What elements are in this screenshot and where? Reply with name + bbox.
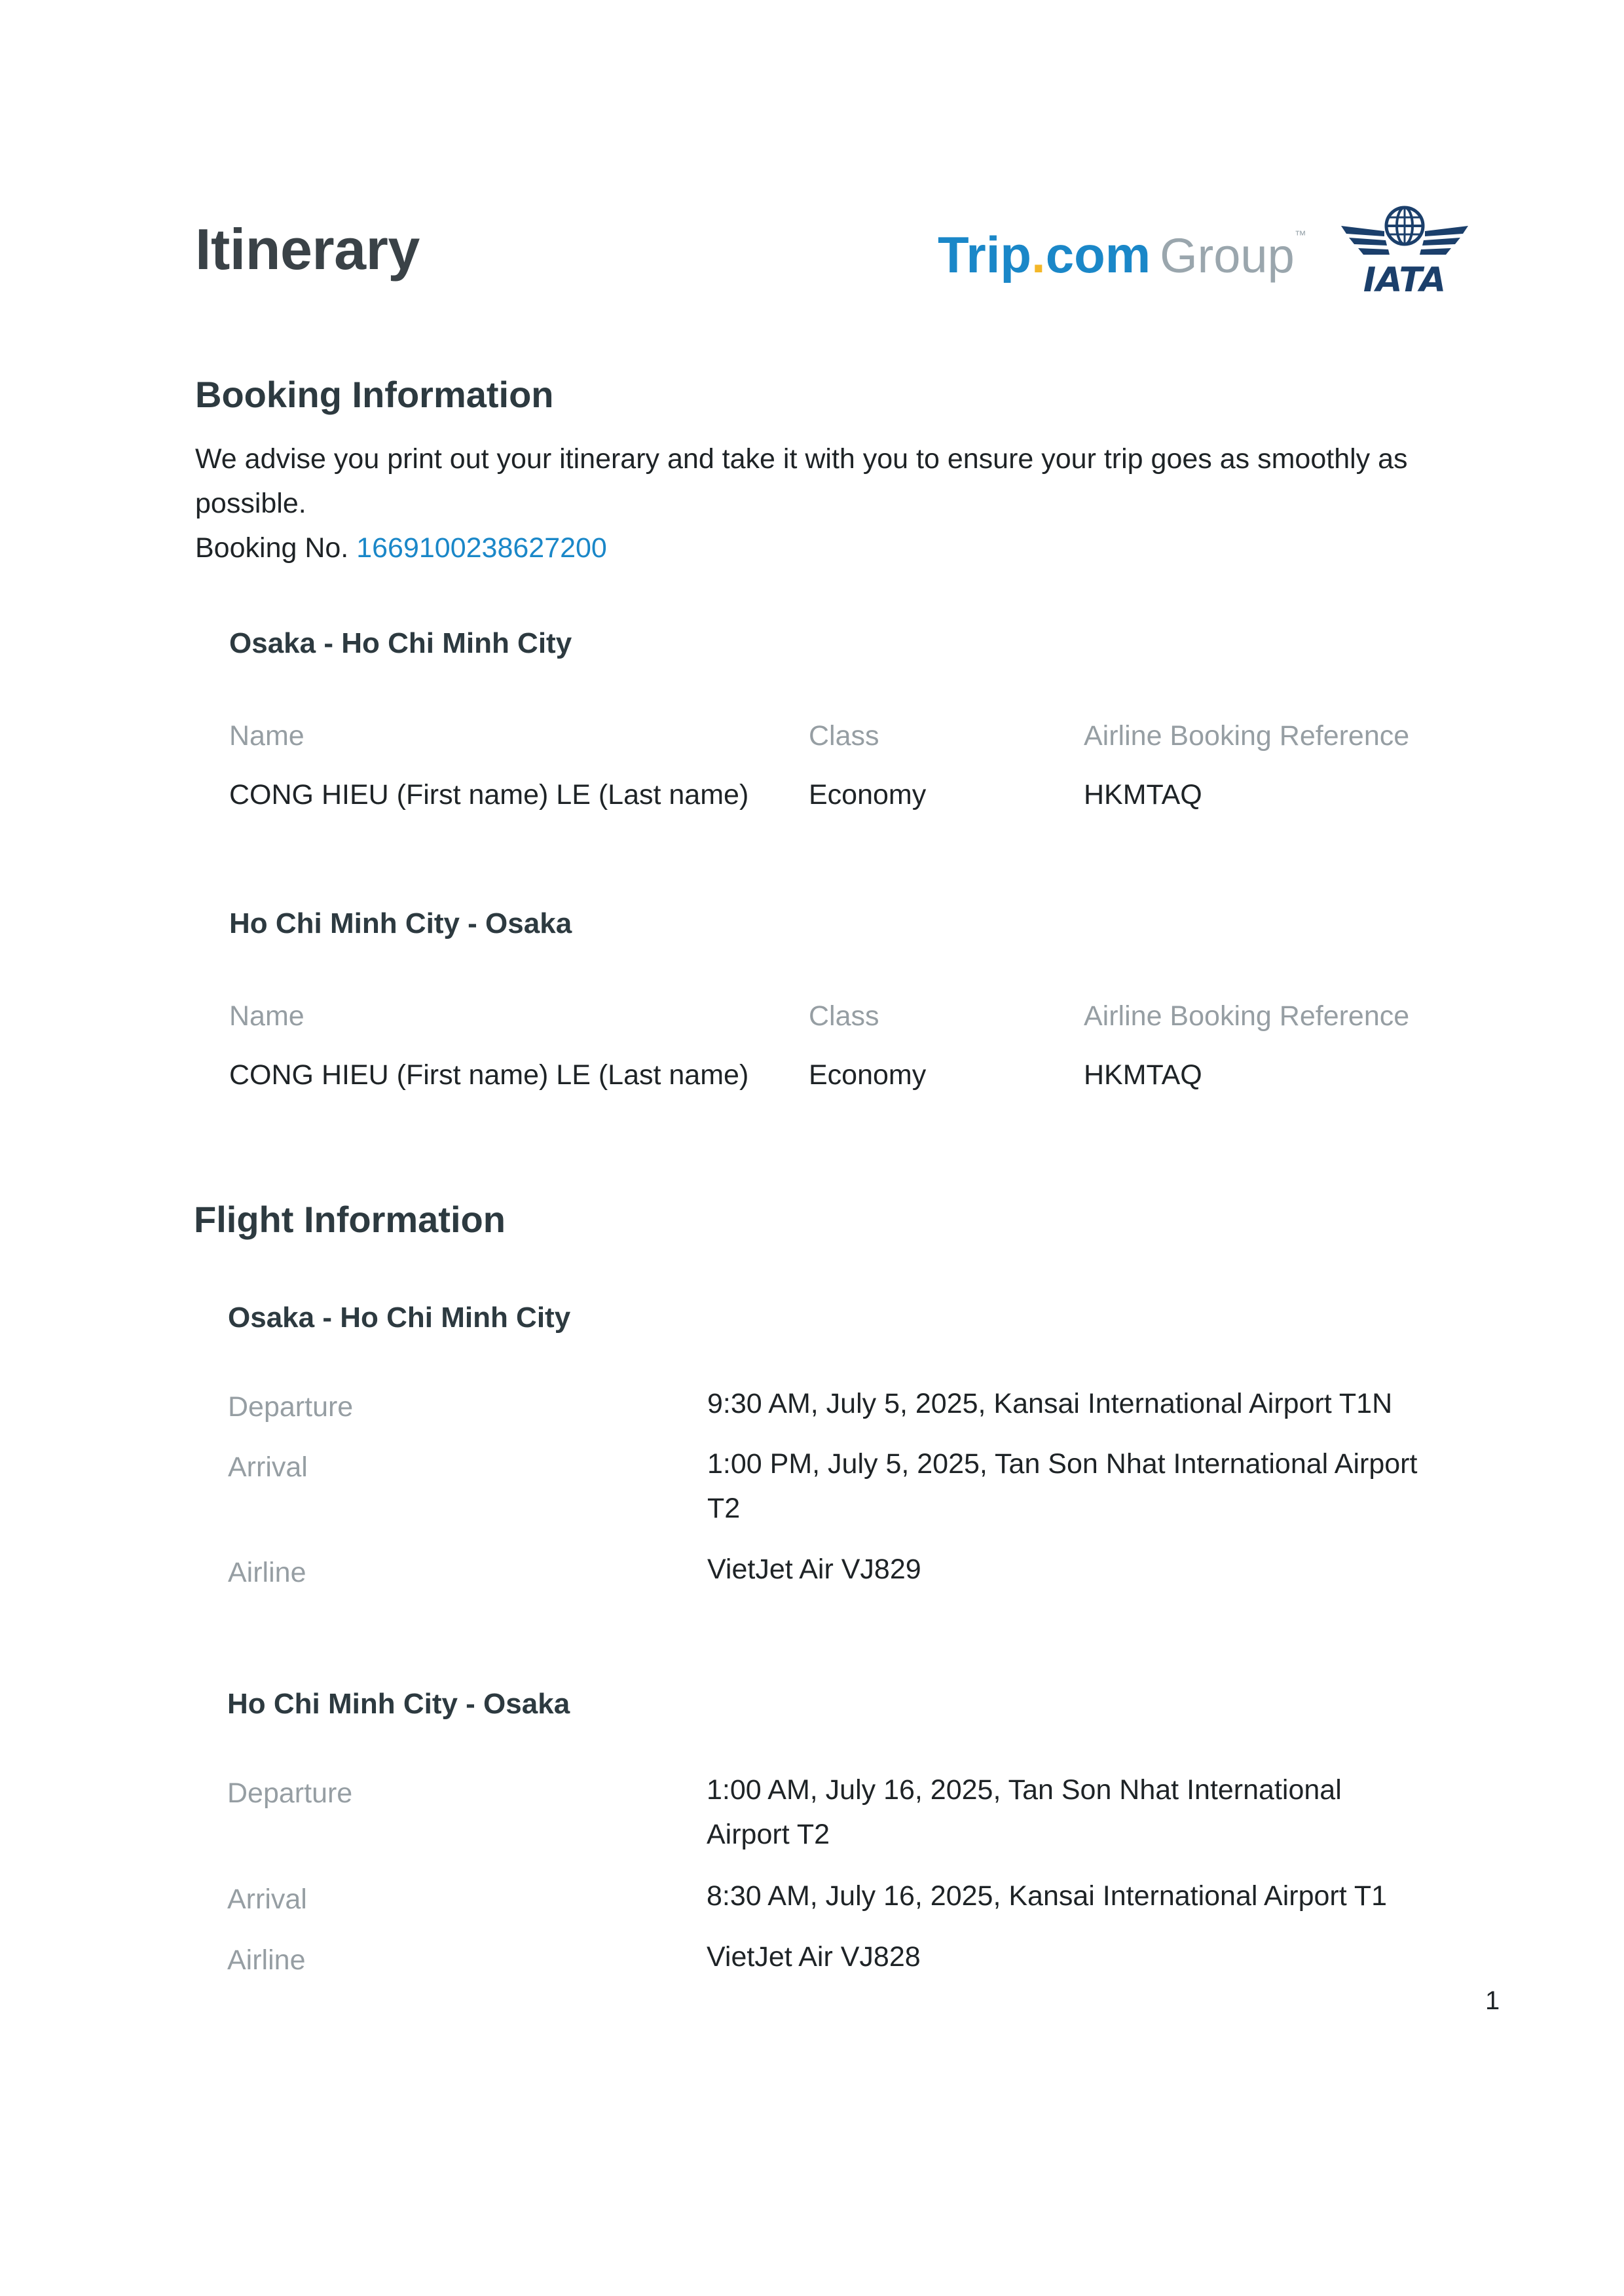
airline-value: VietJet Air VJ829	[707, 1554, 921, 1585]
page-number: 1	[1485, 1986, 1500, 2015]
booking-number-label: Booking No.	[195, 532, 349, 564]
flight-segment-route: Ho Chi Minh City - Osaka	[227, 1688, 570, 1720]
iata-logo	[1337, 200, 1472, 298]
departure-value: 9:30 AM, July 5, 2025, Kansai International Airport T1N	[707, 1388, 1393, 1419]
airline-booking-reference: HKMTAQ	[1084, 779, 1202, 811]
logo-trademark: ™	[1294, 228, 1306, 242]
airline-value: VietJet Air VJ828	[707, 1941, 921, 1973]
arrival-value: 8:30 AM, July 16, 2025, Kansai International Airport T1	[707, 1880, 1388, 1912]
arrival-label: Arrival	[227, 1884, 307, 1915]
page-title: Itinerary	[195, 217, 420, 282]
cabin-class: Economy	[809, 1059, 927, 1091]
reference-column-header: Airline Booking Reference	[1084, 720, 1410, 752]
airline-label: Airline	[228, 1557, 306, 1588]
departure-label: Departure	[228, 1391, 354, 1423]
booking-number-row	[195, 526, 607, 570]
booking-info-heading: Booking Information	[195, 374, 554, 415]
iata-logo-text: IATA	[1363, 261, 1447, 298]
logo-com-text: com	[1045, 226, 1151, 283]
flight-info-heading: Flight Information	[194, 1199, 506, 1240]
departure-value-line1: 1:00 AM, July 16, 2025, Tan Son Nhat International	[707, 1774, 1342, 1806]
flight-segment-route: Osaka - Ho Chi Minh City	[228, 1302, 571, 1334]
reference-column-header: Airline Booking Reference	[1084, 1000, 1410, 1032]
arrival-label: Arrival	[228, 1451, 308, 1483]
class-column-header: Class	[809, 720, 879, 752]
booking-segment-route: Ho Chi Minh City - Osaka	[229, 907, 572, 939]
airline-booking-reference: HKMTAQ	[1084, 1059, 1202, 1091]
booking-segment-route: Osaka - Ho Chi Minh City	[229, 627, 572, 659]
booking-number-link[interactable]: 1669100238627200	[356, 532, 607, 564]
departure-value-line2: Airport T2	[707, 1819, 830, 1850]
arrival-value-line2: T2	[707, 1493, 741, 1524]
logo-dot-text: .	[1031, 226, 1046, 283]
booking-advice-text: We advise you print out your itinerary and take it with you to ensure your trip goes as smoothly as possible.	[195, 443, 1408, 519]
class-column-header: Class	[809, 1000, 879, 1032]
logo-group-text: Group	[1160, 228, 1295, 283]
logo-trip-text: Trip	[938, 226, 1032, 283]
passenger-name: CONG HIEU (First name) LE (Last name)	[229, 1059, 749, 1091]
passenger-name: CONG HIEU (First name) LE (Last name)	[229, 779, 749, 811]
airline-label: Airline	[227, 1944, 306, 1976]
name-column-header: Name	[229, 720, 304, 752]
tripcom-group-logo	[938, 226, 1306, 283]
name-column-header: Name	[229, 1000, 304, 1032]
cabin-class: Economy	[809, 779, 927, 811]
arrival-value-line1: 1:00 PM, July 5, 2025, Tan Son Nhat International Airport	[707, 1448, 1418, 1480]
departure-label: Departure	[227, 1777, 353, 1809]
